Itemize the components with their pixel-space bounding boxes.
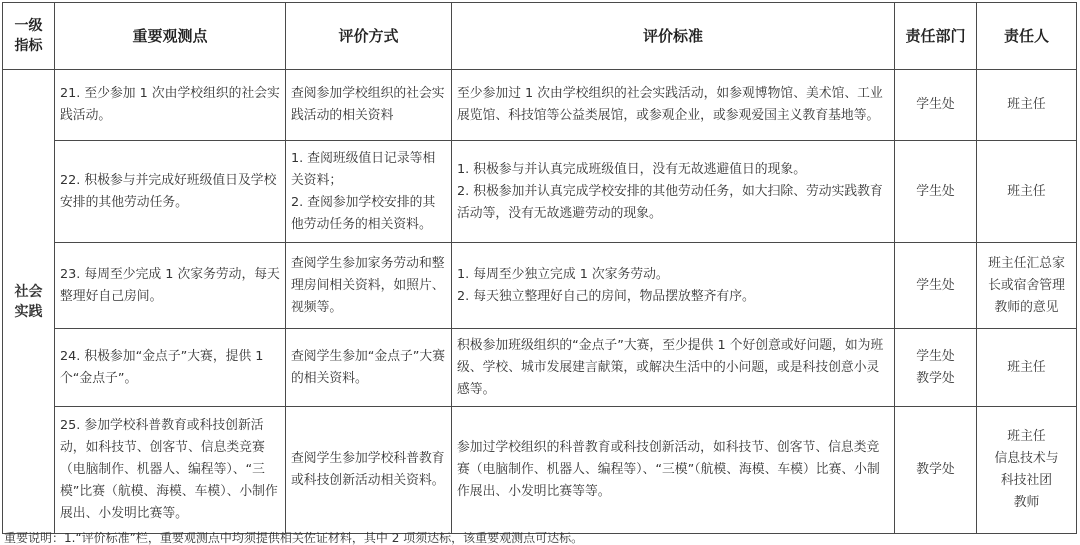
evaluation-table bbox=[2, 2, 1077, 534]
table-body bbox=[3, 70, 1077, 534]
point-cell: 24. 积极参加“金点子”大赛，提供 1 个“金点子”。 bbox=[55, 329, 286, 407]
header-dept: 责任部门 bbox=[895, 3, 977, 70]
dept-cell: 学生处 bbox=[895, 141, 977, 243]
person-cell: 班主任汇总家长或宿舍管理教师的意见 bbox=[977, 243, 1077, 329]
table-row bbox=[3, 329, 1077, 407]
category-cell: 社会 实践 bbox=[3, 70, 55, 534]
table-row bbox=[3, 70, 1077, 141]
dept-cell: 学生处 教学处 bbox=[895, 329, 977, 407]
header-level1: 一级 指标 bbox=[3, 3, 55, 70]
header-point: 重要观测点 bbox=[55, 3, 286, 70]
person-cell: 班主任 bbox=[977, 70, 1077, 141]
method-cell: 查阅参加学校组织的社会实践活动的相关资料 bbox=[286, 70, 452, 141]
standard-cell: 至少参加过 1 次由学校组织的社会实践活动，如参观博物馆、美术馆、工业展览馆、科技馆等公益类展馆，或参观企业，或参观爱国主义教育基地等。 bbox=[452, 70, 895, 141]
dept-cell: 学生处 bbox=[895, 70, 977, 141]
standard-cell: 1. 积极参与并认真完成班级值日，没有无故逃避值日的现象。 2. 积极参加并认真完成学校安排的其他劳动任务，如大扫除、劳动实践教育活动等，没有无故逃避劳动的现象。 bbox=[452, 141, 895, 243]
header-method: 评价方式 bbox=[286, 3, 452, 70]
header-standard: 评价标准 bbox=[452, 3, 895, 70]
standard-cell: 积极参加班级组织的“金点子”大赛，至少提供 1 个好创意或好问题，如为班级、学校、城市发展建言献策，或解决生活中的小问题，或是科技创意小灵感等。 bbox=[452, 329, 895, 407]
dept-cell: 教学处 bbox=[895, 407, 977, 534]
method-cell: 查阅学生参加家务劳动和整理房间相关资料，如照片、视频等。 bbox=[286, 243, 452, 329]
method-cell: 1. 查阅班级值日记录等相关资料； 2. 查阅参加学校安排的其他劳动任务的相关资料。 bbox=[286, 141, 452, 243]
header-row bbox=[3, 3, 1077, 70]
table-row bbox=[3, 141, 1077, 243]
dept-cell: 学生处 bbox=[895, 243, 977, 329]
person-cell: 班主任 信息技术与 科技社团 教师 bbox=[977, 407, 1077, 534]
person-cell: 班主任 bbox=[977, 141, 1077, 243]
point-cell: 25. 参加学校科普教育或科技创新活动，如科技节、创客节、信息类竞赛（电脑制作、机器人、编程等）、“三模”比赛（航模、海模、车模）、小制作展出、小发明比赛等。 bbox=[55, 407, 286, 534]
point-cell: 23. 每周至少完成 1 次家务劳动，每天整理好自己房间。 bbox=[55, 243, 286, 329]
point-cell: 22. 积极参与并完成好班级值日及学校安排的其他劳动任务。 bbox=[55, 141, 286, 243]
standard-cell: 1. 每周至少独立完成 1 次家务劳动。 2. 每天独立整理好自己的房间，物品摆放整齐有序。 bbox=[452, 243, 895, 329]
method-cell: 查阅学生参加“金点子”大赛的相关资料。 bbox=[286, 329, 452, 407]
method-cell: 查阅学生参加学校科普教育或科技创新活动相关资料。 bbox=[286, 407, 452, 534]
table-row bbox=[3, 243, 1077, 329]
point-cell: 21. 至少参加 1 次由学校组织的社会实践活动。 bbox=[55, 70, 286, 141]
table-row bbox=[3, 407, 1077, 534]
person-cell: 班主任 bbox=[977, 329, 1077, 407]
header-person: 责任人 bbox=[977, 3, 1077, 70]
footnote: 重要说明：1.“评价标准”栏，重要观测点中均须提供相关佐证材料，其中 2 项须达标，该重要观测点可达标。 bbox=[4, 531, 584, 545]
standard-cell: 参加过学校组织的科普教育或科技创新活动，如科技节、创客节、信息类竞赛（电脑制作、机器人、编程等）、“三模”（航模、海模、车模）比赛、小制作展出、小发明比赛等等。 bbox=[452, 407, 895, 534]
